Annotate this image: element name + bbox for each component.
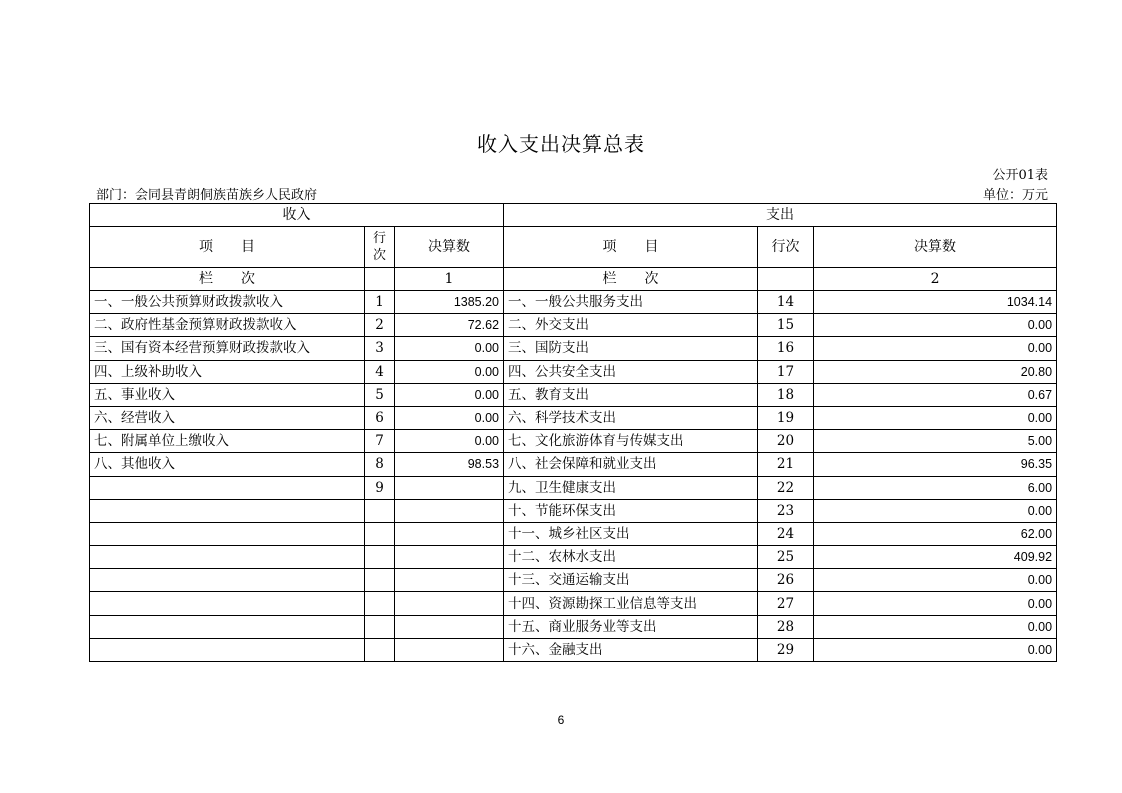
expense-item-cell: 十、节能环保支出 [504, 499, 758, 522]
expense-item-cell: 三、国防支出 [504, 337, 758, 360]
income-item-cell: 八、其他收入 [90, 453, 365, 476]
table-row [90, 638, 1057, 661]
expense-row-no-cell: 25 [758, 546, 814, 569]
section-header-row [90, 204, 1057, 227]
income-row-no-cell [365, 569, 395, 592]
income-item-cell: 一、一般公共预算财政拨款收入 [90, 291, 365, 314]
expense-column-label: 栏 次 [504, 268, 758, 291]
expense-amount-cell: 6.00 [814, 476, 1057, 499]
income-section-header: 收入 [90, 204, 504, 227]
income-row-no-cell [365, 615, 395, 638]
expense-row-no-cell: 20 [758, 430, 814, 453]
income-amount-cell [395, 522, 504, 545]
income-row-no-cell: 7 [365, 430, 395, 453]
expense-row-no-header: 行次 [758, 227, 814, 268]
expense-amount-cell: 20.80 [814, 360, 1057, 383]
expense-item-cell: 十二、农林水支出 [504, 546, 758, 569]
expense-amount-cell: 5.00 [814, 430, 1057, 453]
income-item-cell [90, 546, 365, 569]
page-title: 收入支出决算总表 [477, 132, 645, 156]
income-amount-cell: 98.53 [395, 453, 504, 476]
expense-row-no-cell: 21 [758, 453, 814, 476]
table-row [90, 569, 1057, 592]
income-column-index: 1 [395, 268, 504, 291]
expense-row-no-cell: 22 [758, 476, 814, 499]
expense-row-no-cell: 17 [758, 360, 814, 383]
expense-section-header: 支出 [504, 204, 1057, 227]
income-amount-cell: 0.00 [395, 430, 504, 453]
expense-item-cell: 十六、金融支出 [504, 638, 758, 661]
expense-item-cell: 六、科学技术支出 [504, 406, 758, 429]
expense-amount-cell: 96.35 [814, 453, 1057, 476]
expense-amount-cell: 0.00 [814, 499, 1057, 522]
expense-row-no-cell: 23 [758, 499, 814, 522]
income-amount-cell [395, 499, 504, 522]
income-row-no-cell [365, 592, 395, 615]
income-amount-cell: 1385.20 [395, 291, 504, 314]
table-row [90, 337, 1057, 360]
income-row-no-cell: 9 [365, 476, 395, 499]
expense-row-no-cell: 19 [758, 406, 814, 429]
income-row-no-cell: 1 [365, 291, 395, 314]
table-row [90, 406, 1057, 429]
income-row-no-cell: 6 [365, 406, 395, 429]
expense-row-no-cell: 24 [758, 522, 814, 545]
income-row-no-cell: 8 [365, 453, 395, 476]
expense-row-no-cell: 15 [758, 314, 814, 337]
table-row [90, 453, 1057, 476]
income-item-cell: 七、附属单位上缴收入 [90, 430, 365, 453]
table-row [90, 314, 1057, 337]
column-header-row [90, 227, 1057, 268]
page-number: 6 [557, 713, 565, 727]
income-item-cell [90, 638, 365, 661]
table-row [90, 383, 1057, 406]
income-row-no-cell [365, 638, 395, 661]
income-row-no-cell [365, 499, 395, 522]
expense-item-header: 项 目 [504, 227, 758, 268]
income-amount-cell [395, 615, 504, 638]
income-item-cell: 四、上级补助收入 [90, 360, 365, 383]
income-row-no-cell: 2 [365, 314, 395, 337]
unit-label: 单位：万元 [982, 188, 1048, 203]
income-row-no-cell: 3 [365, 337, 395, 360]
department-label: 部门：会同县青朗侗族苗族乡人民政府 [96, 188, 318, 203]
income-amount-header: 决算数 [395, 227, 504, 268]
expense-row-no-cell: 28 [758, 615, 814, 638]
row-no-header-line1: 行 [372, 230, 386, 246]
table-row [90, 430, 1057, 453]
table-row [90, 522, 1057, 545]
income-amount-cell [395, 476, 504, 499]
expense-item-cell: 五、教育支出 [504, 383, 758, 406]
table-row [90, 499, 1057, 522]
expense-item-cell: 一、一般公共服务支出 [504, 291, 758, 314]
income-item-cell [90, 522, 365, 545]
income-row-no-cell: 4 [365, 360, 395, 383]
expense-amount-cell: 0.00 [814, 592, 1057, 615]
expense-amount-cell: 0.67 [814, 383, 1057, 406]
expense-amount-cell: 409.92 [814, 546, 1057, 569]
expense-amount-header: 决算数 [814, 227, 1057, 268]
income-amount-cell: 0.00 [395, 337, 504, 360]
income-amount-cell [395, 592, 504, 615]
expense-item-cell: 七、文化旅游体育与传媒支出 [504, 430, 758, 453]
income-item-cell [90, 569, 365, 592]
income-row-no-header [365, 227, 395, 268]
expense-item-cell: 十四、资源勘探工业信息等支出 [504, 592, 758, 615]
expense-row-no-cell: 29 [758, 638, 814, 661]
table-row [90, 291, 1057, 314]
expense-item-cell: 八、社会保障和就业支出 [504, 453, 758, 476]
income-amount-cell [395, 569, 504, 592]
expense-item-cell: 十一、城乡社区支出 [504, 522, 758, 545]
expense-row-no-cell: 18 [758, 383, 814, 406]
expense-row-no-cell: 26 [758, 569, 814, 592]
income-item-header: 项 目 [90, 227, 365, 268]
income-row-no-cell [365, 522, 395, 545]
expense-row-no-cell: 27 [758, 592, 814, 615]
income-column-label: 栏 次 [90, 268, 365, 291]
income-amount-cell: 0.00 [395, 360, 504, 383]
income-item-cell [90, 499, 365, 522]
table-row [90, 476, 1057, 499]
expense-item-cell: 十五、商业服务业等支出 [504, 615, 758, 638]
expense-amount-cell: 0.00 [814, 569, 1057, 592]
expense-item-cell: 四、公共安全支出 [504, 360, 758, 383]
expense-amount-cell: 0.00 [814, 337, 1057, 360]
income-item-cell: 五、事业收入 [90, 383, 365, 406]
expense-amount-cell: 0.00 [814, 406, 1057, 429]
income-item-cell: 六、经营收入 [90, 406, 365, 429]
income-amount-cell [395, 546, 504, 569]
expense-amount-cell: 1034.14 [814, 291, 1057, 314]
expense-item-cell: 十三、交通运输支出 [504, 569, 758, 592]
expense-column-index: 2 [814, 268, 1057, 291]
expense-amount-cell: 0.00 [814, 638, 1057, 661]
table-row [90, 546, 1057, 569]
expense-row-no-cell: 14 [758, 291, 814, 314]
income-item-cell: 三、国有资本经营预算财政拨款收入 [90, 337, 365, 360]
row-no-header-line2: 次 [372, 247, 386, 263]
expense-amount-cell: 62.00 [814, 522, 1057, 545]
table-row [90, 615, 1057, 638]
income-row-no-cell [365, 546, 395, 569]
table-id: 公开01表 [992, 168, 1048, 183]
expense-item-cell: 二、外交支出 [504, 314, 758, 337]
table-row [90, 592, 1057, 615]
income-expense-table [89, 203, 1057, 662]
income-row-no-cell: 5 [365, 383, 395, 406]
income-amount-cell: 0.00 [395, 383, 504, 406]
income-item-cell [90, 615, 365, 638]
income-amount-cell [395, 638, 504, 661]
income-amount-cell: 0.00 [395, 406, 504, 429]
expense-column-blank [758, 268, 814, 291]
expense-amount-cell: 0.00 [814, 314, 1057, 337]
income-column-blank [365, 268, 395, 291]
income-amount-cell: 72.62 [395, 314, 504, 337]
income-item-cell [90, 476, 365, 499]
income-item-cell: 二、政府性基金预算财政拨款收入 [90, 314, 365, 337]
income-item-cell [90, 592, 365, 615]
expense-item-cell: 九、卫生健康支出 [504, 476, 758, 499]
expense-row-no-cell: 16 [758, 337, 814, 360]
column-index-row [90, 268, 1057, 291]
table-row [90, 360, 1057, 383]
expense-amount-cell: 0.00 [814, 615, 1057, 638]
